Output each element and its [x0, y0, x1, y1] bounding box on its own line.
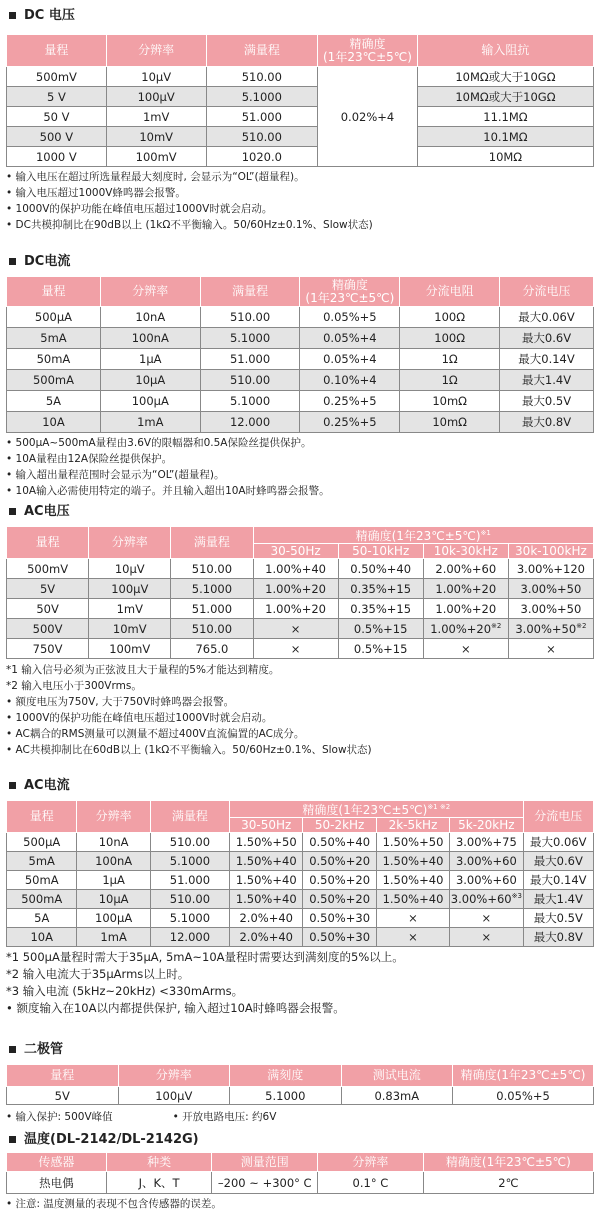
- table-row: [7, 909, 594, 928]
- col-header: 满量程: [206, 35, 318, 67]
- table-cell: 100nA: [100, 328, 200, 349]
- table-cell: 1.50%+40: [376, 890, 449, 909]
- table-cell: 10mΩ: [400, 391, 500, 412]
- table-cell: 10mΩ: [400, 412, 500, 433]
- table-cell: 5.1000: [206, 87, 318, 107]
- col-header: 满刻度: [230, 1065, 342, 1087]
- table-cell: 3.00%+60: [450, 871, 523, 890]
- col-header: 输入阻抗: [417, 35, 593, 67]
- table-cell: 5mA: [7, 852, 77, 871]
- section-title: DC 电压: [6, 6, 594, 26]
- table-cell: 10nA: [100, 307, 200, 328]
- table-cell: 500mV: [7, 559, 89, 579]
- table-cell: 10μV: [89, 559, 171, 579]
- temperature-section: [6, 1130, 594, 1212]
- table-cell: 510.00: [171, 619, 253, 639]
- col-header: 量程: [7, 1065, 119, 1087]
- col-header: 满量程: [150, 801, 229, 833]
- table-cell: 1.50%+50: [230, 833, 303, 852]
- table-cell: ×: [423, 639, 508, 659]
- table-row: [7, 599, 594, 619]
- table-cell: 100mV: [89, 639, 171, 659]
- table-cell: 0.50%+40: [303, 833, 376, 852]
- col-header: 30-50Hz: [230, 818, 303, 833]
- table-cell: 2.0%+40: [230, 909, 303, 928]
- table-cell: 0.50%+40: [338, 559, 423, 579]
- table-row: [7, 87, 594, 107]
- diode-section: [6, 1040, 594, 1125]
- table-cell: 10μA: [100, 370, 200, 391]
- table-row: [7, 328, 594, 349]
- col-header: 精确度(1年23℃±5℃): [423, 1153, 593, 1172]
- table-cell: 5V: [7, 579, 89, 599]
- table-cell: 100μV: [89, 579, 171, 599]
- table-row: [7, 852, 594, 871]
- section-title: 温度(DL-2142/DL-2142G): [6, 1130, 594, 1150]
- notes: [6, 169, 594, 233]
- table-cell: 1.50%+40: [376, 871, 449, 890]
- footnote-mark: ※1 ※2: [427, 803, 451, 811]
- table-row: [7, 890, 594, 909]
- col-header: 满量程: [171, 527, 253, 559]
- table-cell: 1Ω: [400, 370, 500, 391]
- table-cell: 10MΩ或大于10GΩ: [417, 67, 593, 87]
- table-cell: 最大0.8V: [523, 928, 593, 947]
- table-cell: 500mA: [7, 890, 77, 909]
- table-cell: 1.50%+40: [376, 852, 449, 871]
- table-cell: 510.00: [206, 127, 318, 147]
- col-header: 分辨率: [118, 1065, 230, 1087]
- table-cell: 5.1000: [230, 1087, 342, 1105]
- table-cell: 1mV: [106, 107, 206, 127]
- table-cell: 最大0.14V: [523, 871, 593, 890]
- table-cell: 0.35%+15: [338, 599, 423, 619]
- table-cell: 最大0.14V: [500, 349, 594, 370]
- col-header: 精确度(1年23℃±5℃)$^{※1}$: [253, 527, 593, 544]
- note-text: • 1000V的保护功能在峰值电压超过1000V时就会启动。: [6, 712, 273, 724]
- note-text: • 注意: 温度测量的表现不包含传感器的误差。: [6, 1198, 222, 1210]
- table-cell: 1.50%+50: [376, 833, 449, 852]
- table-cell: 1.00%+40: [253, 559, 338, 579]
- table-row: [7, 559, 594, 579]
- notes: [6, 1109, 594, 1125]
- table-cell: 热电偶: [7, 1172, 107, 1194]
- table-cell: 500μA: [7, 307, 101, 328]
- table-cell: 12.000: [200, 412, 300, 433]
- table-cell: 5 V: [7, 87, 107, 107]
- table-cell: 10.1MΩ: [417, 127, 593, 147]
- note-text: • 开放电路电压: 约6V: [172, 1111, 277, 1123]
- table-cell: 0.50%+20: [303, 890, 376, 909]
- table-cell: 10μV: [106, 67, 206, 87]
- dc-voltage-section: [6, 6, 594, 233]
- table-row: [7, 147, 594, 167]
- note-text: • 输入保护: 500V峰值: [6, 1111, 113, 1123]
- note-text: • 额度电压为750V, 大于750V时蜂鸣器会报警。: [6, 696, 235, 708]
- table-cell: $1.00\%+20^{※2}$: [423, 619, 508, 639]
- table-cell: 3.00%+60: [450, 852, 523, 871]
- table-cell: 1.50%+40: [230, 890, 303, 909]
- col-header: 分辨率: [89, 527, 171, 559]
- note-text: • DC共模抑制比在90dB以上 (1kΩ不平衡输入。50/60Hz±0.1%、Slow状态): [6, 219, 373, 231]
- col-header: 5k-20kHz: [450, 818, 523, 833]
- col-header: 满量程: [200, 277, 300, 307]
- table-cell: 0.50%+30: [303, 928, 376, 947]
- col-header: 50-10kHz: [338, 544, 423, 559]
- ac-current-section: [6, 776, 594, 1017]
- col-header: 2k-5kHz: [376, 818, 449, 833]
- bullet-square-icon: [9, 12, 16, 19]
- note-text: *2 输入电压小于300Vrms。: [6, 680, 142, 692]
- table-row: [7, 391, 594, 412]
- table-cell: –200 ~ +300° C: [212, 1172, 318, 1194]
- table-cell: 500 V: [7, 127, 107, 147]
- table-cell: ×: [376, 928, 449, 947]
- table-cell: 最大0.06V: [523, 833, 593, 852]
- footnote-mark: ※2: [576, 621, 587, 630]
- table-cell: 3.00%+120: [508, 559, 593, 579]
- table-cell: 750V: [7, 639, 89, 659]
- ac-voltage-section: [6, 502, 594, 758]
- table-cell: ×: [253, 639, 338, 659]
- ac-voltage-table: [6, 526, 594, 659]
- table-cell: 500mV: [7, 67, 107, 87]
- table-cell: 5.1000: [200, 391, 300, 412]
- note-text: *3 输入电流 (5kHz~20kHz) <330mArms。: [6, 984, 244, 998]
- table-cell: 3.00%+50: [508, 599, 593, 619]
- table-cell: ×: [450, 909, 523, 928]
- notes: [6, 662, 594, 758]
- bullet-square-icon: [9, 782, 16, 789]
- col-header: 测量范围: [212, 1153, 318, 1172]
- table-cell: 510.00: [200, 307, 300, 328]
- table-cell: 100μA: [100, 391, 200, 412]
- table-row: [7, 370, 594, 391]
- table-cell: 510.00: [171, 559, 253, 579]
- col-header: 传感器: [7, 1153, 107, 1172]
- table-cell: 0.25%+5: [300, 412, 400, 433]
- notes: [6, 1196, 594, 1212]
- col-header: 分辨率: [318, 1153, 424, 1172]
- col-header: 量程: [7, 35, 107, 67]
- table-cell: 0.50%+20: [303, 871, 376, 890]
- note-text: [6, 1109, 594, 1125]
- table-cell: 5.1000: [171, 579, 253, 599]
- table-row: [7, 833, 594, 852]
- table-row: [7, 639, 594, 659]
- table-cell: 50mA: [7, 349, 101, 370]
- table-cell: 1000 V: [7, 147, 107, 167]
- table-cell: 51.000: [150, 871, 229, 890]
- table-cell: 1.00%+20: [253, 579, 338, 599]
- bullet-square-icon: [9, 258, 16, 265]
- table-cell: 100μV: [106, 87, 206, 107]
- table-cell: 2.0%+40: [230, 928, 303, 947]
- table-cell: 0.05%+4: [300, 328, 400, 349]
- table-cell: 5.1000: [150, 909, 229, 928]
- table-cell: 10A: [7, 412, 101, 433]
- table-cell: 500mA: [7, 370, 101, 391]
- col-header: 量程: [7, 527, 89, 559]
- col-header: 精确度 (1年23℃±5℃): [300, 277, 400, 307]
- table-cell: 0.25%+5: [300, 391, 400, 412]
- table-cell: 5A: [7, 909, 77, 928]
- table-row: [7, 928, 594, 947]
- note-text: • AC共模抑制比在60dB以上 (1kΩ不平衡输入。50/60Hz±0.1%、Slow状态): [6, 744, 372, 756]
- note-text: • 输入电压在超过所选量程最大刻度时, 会显示为“OL”(超量程)。: [6, 171, 305, 183]
- note-text: • 500μA~500mA量程由3.6V的限幅器和0.5A保险丝提供保护。: [6, 437, 312, 449]
- note-text: *1 输入信号必须为正弦波且大于量程的5%才能达到精度。: [6, 664, 280, 676]
- table-cell: 最大1.4V: [523, 890, 593, 909]
- col-header: 分流电压: [523, 801, 593, 833]
- section-title: AC电压: [6, 502, 594, 522]
- footnote-mark: ※3: [511, 892, 522, 901]
- footnote-mark: ※2: [491, 621, 502, 630]
- table-row: [7, 307, 594, 328]
- table-cell: 2℃: [423, 1172, 593, 1194]
- table-row: [7, 412, 594, 433]
- table-cell: 1Ω: [400, 349, 500, 370]
- table-cell: ×: [450, 928, 523, 947]
- table-cell: 100mV: [106, 147, 206, 167]
- table-cell: 765.0: [171, 639, 253, 659]
- table-row: [7, 619, 594, 639]
- col-header: 测试电流: [341, 1065, 453, 1087]
- table-cell: 50 V: [7, 107, 107, 127]
- table-cell: 最大0.5V: [500, 391, 594, 412]
- col-header: 精确度 (1年23℃±5℃): [318, 35, 418, 67]
- table-cell: 51.000: [200, 349, 300, 370]
- temperature-table: [6, 1152, 594, 1194]
- section-title: 二极管: [6, 1040, 594, 1060]
- table-cell: 100Ω: [400, 328, 500, 349]
- table-cell: 10mV: [106, 127, 206, 147]
- col-header: 分流电压: [500, 277, 594, 307]
- col-header: 精确度(1年23℃±5℃)$^{※1 ※2}$: [230, 801, 524, 818]
- table-cell: 5.1000: [150, 852, 229, 871]
- col-header: 量程: [7, 277, 101, 307]
- table-cell: 1mV: [89, 599, 171, 619]
- table-cell: 11.1MΩ: [417, 107, 593, 127]
- table-cell: 5.1000: [200, 328, 300, 349]
- table-cell: 1.00%+20: [423, 579, 508, 599]
- notes: [6, 949, 594, 1017]
- table-cell: 10nA: [77, 833, 150, 852]
- col-header: 种类: [106, 1153, 212, 1172]
- table-cell: 100nA: [77, 852, 150, 871]
- table-cell: 1mA: [77, 928, 150, 947]
- table-cell: 5V: [7, 1087, 119, 1105]
- table-cell: 0.1° C: [318, 1172, 424, 1194]
- table-cell: 500V: [7, 619, 89, 639]
- note-text: *2 输入电流大于35μArms以上时。: [6, 967, 190, 981]
- dc-voltage-table: [6, 34, 594, 167]
- table-cell: 最大0.06V: [500, 307, 594, 328]
- table-cell: 1mA: [100, 412, 200, 433]
- note-text: • 1000V的保护功能在峰值电压超过1000V时就会启动。: [6, 203, 273, 215]
- section-title: AC电流: [6, 776, 594, 796]
- table-cell: J、K、T: [106, 1172, 212, 1194]
- table-cell: 0.5%+15: [338, 619, 423, 639]
- table-cell: $3.00\%+50^{※2}$: [508, 619, 593, 639]
- ac-current-table: [6, 800, 594, 947]
- dc-current-table: [6, 276, 594, 433]
- table-cell: 最大0.6V: [500, 328, 594, 349]
- table-cell: 10MΩ或大于10GΩ: [417, 87, 593, 107]
- table-row: [7, 1087, 594, 1105]
- table-row: [7, 349, 594, 370]
- table-row: [7, 127, 594, 147]
- table-cell: 510.00: [206, 67, 318, 87]
- note-text: *1 500μA量程时需大于35μA, 5mA~10A量程时需要达到满刻度的5%以上。: [6, 950, 404, 964]
- table-cell: 1.50%+40: [230, 871, 303, 890]
- section-title: DC电流: [6, 252, 594, 272]
- table-cell: 0.50%+20: [303, 852, 376, 871]
- table-cell: 10A: [7, 928, 77, 947]
- table-cell: 50mA: [7, 871, 77, 890]
- table-cell: ×: [376, 909, 449, 928]
- table-cell: 最大0.5V: [523, 909, 593, 928]
- table-cell: 2.00%+60: [423, 559, 508, 579]
- table-cell: 100μA: [77, 909, 150, 928]
- note-text: • 额度输入在10A以内都提供保护, 输入超过10A时蜂鸣器会报警。: [6, 1001, 345, 1015]
- table-cell: 5A: [7, 391, 101, 412]
- col-header: 分流电阻: [400, 277, 500, 307]
- table-cell: 0.50%+30: [303, 909, 376, 928]
- table-row: [7, 107, 594, 127]
- note-text: • 输入超出量程范围时会显示为“OL”(超量程)。: [6, 469, 225, 481]
- table-cell: 12.000: [150, 928, 229, 947]
- footnote-mark: ※1: [480, 529, 491, 537]
- table-cell: $3.00\%+60^{※3}$: [450, 890, 523, 909]
- table-cell: 510.00: [200, 370, 300, 391]
- table-cell: ×: [508, 639, 593, 659]
- col-header: 精确度(1年23℃±5℃): [453, 1065, 594, 1087]
- table-cell: 3.00%+50: [508, 579, 593, 599]
- table-cell: 0.5%+15: [338, 639, 423, 659]
- table-cell: 100μV: [118, 1087, 230, 1105]
- bullet-square-icon: [9, 1136, 16, 1143]
- table-cell: 51.000: [171, 599, 253, 619]
- table-cell: 0.05%+4: [300, 349, 400, 370]
- table-cell: 0.10%+4: [300, 370, 400, 391]
- col-header: 分辨率: [106, 35, 206, 67]
- table-cell: 10MΩ: [417, 147, 593, 167]
- note-text: • AC耦合的RMS测量可以测量不超过400V直流偏置的AC成分。: [6, 728, 305, 740]
- table-cell: 最大0.6V: [523, 852, 593, 871]
- table-cell: 500μA: [7, 833, 77, 852]
- col-header: 量程: [7, 801, 77, 833]
- table-cell: 510.00: [150, 833, 229, 852]
- note-text: • 10A输入必需使用特定的端子。并且输入超出10A时蜂鸣器会报警。: [6, 485, 330, 497]
- table-cell: 10mV: [89, 619, 171, 639]
- table-cell: 1020.0: [206, 147, 318, 167]
- table-cell: 10μA: [77, 890, 150, 909]
- col-header: 分辨率: [77, 801, 150, 833]
- col-header: 分辨率: [100, 277, 200, 307]
- bullet-square-icon: [9, 508, 16, 515]
- col-header: 30-50Hz: [253, 544, 338, 559]
- table-cell: 50V: [7, 599, 89, 619]
- col-header: 10k-30kHz: [423, 544, 508, 559]
- table-cell: 1μA: [100, 349, 200, 370]
- table-cell: 1.00%+20: [253, 599, 338, 619]
- table-cell: 5mA: [7, 328, 101, 349]
- table-cell: 3.00%+75: [450, 833, 523, 852]
- table-cell: 100Ω: [400, 307, 500, 328]
- col-header: 50-2kHz: [303, 818, 376, 833]
- table-cell: 1.00%+20: [423, 599, 508, 619]
- table-cell: 1.50%+40: [230, 852, 303, 871]
- table-cell: 510.00: [150, 890, 229, 909]
- table-cell: 0.05%+5: [300, 307, 400, 328]
- table-row: [7, 579, 594, 599]
- table-row: [7, 871, 594, 890]
- bullet-square-icon: [9, 1046, 16, 1053]
- table-cell: 0.05%+5: [453, 1087, 594, 1105]
- table-cell: 51.000: [206, 107, 318, 127]
- table-row: [7, 1172, 594, 1194]
- accuracy-cell: 0.02%+4: [318, 67, 418, 167]
- note-text: • 输入电压超过1000V蜂鸣器会报警。: [6, 187, 186, 199]
- dc-current-section: [6, 252, 594, 499]
- col-header: 30k-100kHz: [508, 544, 593, 559]
- note-text: • 10A量程由12A保险丝提供保护。: [6, 453, 173, 465]
- table-cell: 0.83mA: [341, 1087, 453, 1105]
- table-cell: 最大0.8V: [500, 412, 594, 433]
- table-cell: 0.35%+15: [338, 579, 423, 599]
- table-cell: 最大1.4V: [500, 370, 594, 391]
- table-cell: 1μA: [77, 871, 150, 890]
- table-cell: ×: [253, 619, 338, 639]
- diode-table: [6, 1064, 594, 1105]
- notes: [6, 435, 594, 499]
- table-row: [7, 67, 594, 87]
